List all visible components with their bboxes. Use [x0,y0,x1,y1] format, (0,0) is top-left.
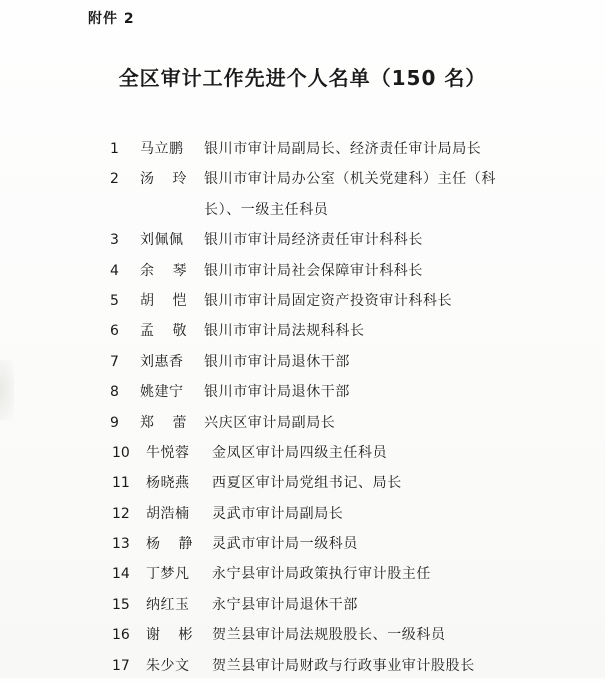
entry-name: 姚建宁 [140,384,184,401]
list-item [0,438,605,468]
entry-number: 1 [110,141,119,157]
list-item [0,377,605,407]
list-item [0,499,605,529]
page-title: 全区审计工作先进个人名单（150 名） [118,66,487,90]
entry-number: 13 [112,536,130,553]
list-item [0,408,605,438]
entry-name: 杨 静 [146,536,193,553]
list-item [0,256,605,286]
entry-title: 永宁县审计局政策执行审计股主任 [212,566,431,583]
entry-number: 12 [112,505,130,522]
entry-number: 9 [110,414,119,431]
list-item [0,286,605,316]
entry-name: 马立鹏 [140,141,184,157]
entry-title: 永宁县审计局退休干部 [212,596,358,613]
list-item [0,347,605,377]
entry-title: 西夏区审计局党组书记、局长 [212,475,402,492]
entry-number: 8 [110,384,119,401]
entry-title: 银川市审计局退休干部 [204,353,350,370]
list-item [0,316,605,346]
entry-number: 2 [110,171,119,188]
entry-number: 5 [110,292,119,309]
entry-title: 银川市审计局副局长、经济责任审计局局长 [204,141,482,157]
entry-number: 14 [112,566,130,583]
entry-name: 纳红玉 [146,596,190,613]
entry-title: 兴庆区审计局副局长 [204,414,336,431]
entry-number: 16 [112,627,130,644]
entry-number: 11 [112,475,130,492]
entry-title-continuation: 长）、一级主任科员 [204,201,329,218]
entry-number: 17 [112,657,130,674]
list-item [0,468,605,498]
attachment-label: 附件 2 [88,11,135,27]
entry-name: 丁梦凡 [146,566,190,583]
entry-title: 灵武市审计局副局长 [212,505,344,522]
entry-name: 胡浩楠 [146,505,190,522]
entry-title: 金凤区审计局四级主任科员 [212,444,388,461]
entry-title: 贺兰县审计局法规股股长、一级科员 [212,627,446,644]
list-item-continuation [0,195,605,225]
list-item [0,225,605,255]
entry-title: 银川市审计局法规科科长 [204,323,365,340]
entry-name: 牛悦蓉 [146,444,190,461]
list-item [0,590,605,620]
entry-name: 杨晓燕 [146,475,190,492]
entry-name: 谢 彬 [146,627,193,644]
entry-number: 7 [110,353,119,370]
entry-title: 银川市审计局固定资产投资审计科科长 [204,292,453,309]
entry-name: 朱少文 [146,657,190,674]
entry-title: 银川市审计局办公室（机关党建科）主任（科 [204,171,496,188]
entry-number: 6 [110,323,119,340]
entry-name: 郑 蕾 [140,414,187,431]
honoree-list [0,134,605,681]
entry-title: 银川市审计局社会保障审计科科长 [204,262,423,279]
entry-name: 余 琴 [140,262,187,279]
entry-number: 10 [112,444,130,461]
list-item [0,164,605,194]
entry-name: 刘佩佩 [140,232,184,249]
entry-title: 贺兰县审计局财政与行政事业审计股股长 [212,657,475,674]
list-item [0,651,605,681]
entry-number: 3 [110,232,119,249]
entry-name: 孟 敬 [140,323,187,340]
list-item [0,134,605,164]
entry-name: 刘惠香 [140,353,184,370]
list-item [0,620,605,650]
list-item [0,559,605,589]
entry-title: 银川市审计局退休干部 [204,384,350,401]
entry-name: 胡 恺 [140,292,187,309]
entry-title: 银川市审计局经济责任审计科科长 [204,232,423,249]
entry-number: 15 [112,596,130,613]
entry-number: 4 [110,262,119,279]
list-item [0,529,605,559]
entry-name: 汤 玲 [140,171,187,188]
entry-title: 灵武市审计局一级科员 [212,536,358,553]
